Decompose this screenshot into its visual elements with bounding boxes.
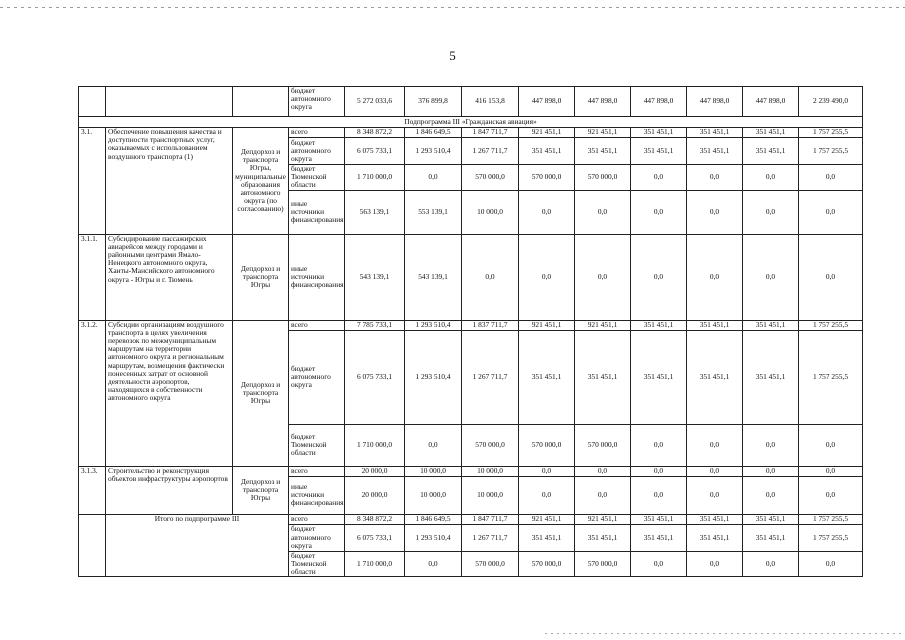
cell-value: 10 000,0 xyxy=(462,476,519,514)
cell-value: 0,0 xyxy=(687,165,743,191)
cell-value: 0,0 xyxy=(799,424,863,466)
item-number: 3.1.3. xyxy=(79,466,106,514)
cell-value: 0,0 xyxy=(743,551,799,577)
cell-source: бюджет Тюменской области xyxy=(289,424,345,466)
cell-value: 351 451,1 xyxy=(631,330,687,424)
cell-value: 351 451,1 xyxy=(519,138,575,165)
cell-value: 447 898,0 xyxy=(575,87,631,117)
cell-value: 376 899,8 xyxy=(405,87,462,117)
cell-value: 351 451,1 xyxy=(743,138,799,165)
cell-value: 1 757 255,5 xyxy=(799,524,863,551)
cell-value: 1 710 000,0 xyxy=(345,424,405,466)
cell-value: 351 451,1 xyxy=(575,138,631,165)
cell-value: 1 293 510,4 xyxy=(405,320,462,330)
cell-value: 0,0 xyxy=(519,476,575,514)
cell-source: иные источники финансирования xyxy=(289,190,345,234)
cell-value: 570 000,0 xyxy=(462,551,519,577)
cell-value: 0,0 xyxy=(519,466,575,476)
cell-value: 20 000,0 xyxy=(345,476,405,514)
cell-value: 0,0 xyxy=(743,466,799,476)
cell-value: 351 451,1 xyxy=(575,330,631,424)
cell-value: 0,0 xyxy=(575,234,631,320)
item-name: Субсидии организациям воздушного транспорта в целях увеличения перевозок по межмуниципальным маршрутам на территории автономного округа и региональным маршрутам, возмещения фактически понесенных затрат от основной деятельности аэропортов, находящихся в собственности автономного округа xyxy=(106,320,233,466)
cell-num xyxy=(79,87,106,117)
table-row xyxy=(79,128,863,138)
cell-value: 1 757 255,5 xyxy=(799,330,863,424)
cell-value: 1 293 510,4 xyxy=(405,138,462,165)
cell-value: 8 348 872,2 xyxy=(345,128,405,138)
cell-value: 351 451,1 xyxy=(631,320,687,330)
cell-value: 0,0 xyxy=(687,190,743,234)
cell-value: 351 451,1 xyxy=(631,138,687,165)
cell-value: 0,0 xyxy=(687,551,743,577)
cell-value: 351 451,1 xyxy=(687,524,743,551)
financing-table xyxy=(78,86,863,577)
cell-value: 1 847 711,7 xyxy=(462,514,519,524)
cell-value: 351 451,1 xyxy=(687,128,743,138)
cell-value: 570 000,0 xyxy=(575,424,631,466)
cell-value: 351 451,1 xyxy=(519,330,575,424)
cell-source: иные источники финансирования xyxy=(289,476,345,514)
cell-value: 351 451,1 xyxy=(743,128,799,138)
cell-value: 0,0 xyxy=(743,424,799,466)
cell-source: всего xyxy=(289,466,345,476)
cell-value: 570 000,0 xyxy=(462,424,519,466)
cell-value: 563 139,1 xyxy=(345,190,405,234)
table-row xyxy=(79,514,863,524)
cell-value: 1 293 510,4 xyxy=(405,524,462,551)
cell-value: 0,0 xyxy=(743,476,799,514)
cell-source: бюджет Тюменской области xyxy=(289,551,345,577)
page-number: 5 xyxy=(449,48,456,63)
cell-value: 570 000,0 xyxy=(462,165,519,191)
cell-value: 1 267 711,7 xyxy=(462,330,519,424)
item-executor: Депдорхоз и транспорта Югры xyxy=(233,320,289,466)
table-row xyxy=(79,234,863,320)
item-name: Строительство и реконструкция объектов инфраструктуры аэропортов xyxy=(106,466,233,514)
cell-value: 6 075 733,1 xyxy=(345,330,405,424)
cell-value: 351 451,1 xyxy=(575,524,631,551)
cell-value: 0,0 xyxy=(575,476,631,514)
cell-value: 0,0 xyxy=(405,424,462,466)
cell-value: 6 075 733,1 xyxy=(345,138,405,165)
cell-value: 351 451,1 xyxy=(631,514,687,524)
cell-value: 1 757 255,5 xyxy=(799,138,863,165)
cell-value: 570 000,0 xyxy=(519,165,575,191)
item-name: Субсидирование пассажирских авиарейсов между городами и районными центрами Ямало-Ненецкого автономного округа, Ханты-Мансийского автономного округа - Югры и г. Тюмень xyxy=(106,234,233,320)
cell-value: 0,0 xyxy=(631,476,687,514)
cell-value: 1 267 711,7 xyxy=(462,524,519,551)
cell-value: 0,0 xyxy=(687,234,743,320)
cell-num xyxy=(79,514,106,577)
scan-artifact-bottom xyxy=(545,633,905,634)
cell-value: 0,0 xyxy=(519,190,575,234)
cell-value: 1 846 649,5 xyxy=(405,514,462,524)
cell-value: 921 451,1 xyxy=(519,128,575,138)
cell-source: бюджет автономного округа xyxy=(289,524,345,551)
cell-source: иные источники финансирования xyxy=(289,234,345,320)
cell-value: 0,0 xyxy=(405,165,462,191)
cell-value: 570 000,0 xyxy=(575,551,631,577)
cell-value: 1 847 711,7 xyxy=(462,128,519,138)
cell-value: 1 293 510,4 xyxy=(405,330,462,424)
cell-value: 351 451,1 xyxy=(743,524,799,551)
item-executor: Депдорхоз и транспорта Югры xyxy=(233,234,289,320)
table-row xyxy=(79,320,863,330)
cell-value: 0,0 xyxy=(799,190,863,234)
cell-source: бюджет автономного округа xyxy=(289,138,345,165)
total-label: Итого по подпрограмме III xyxy=(106,514,289,577)
cell-value: 0,0 xyxy=(799,551,863,577)
cell-value: 921 451,1 xyxy=(575,514,631,524)
cell-name xyxy=(106,87,233,117)
cell-value: 447 898,0 xyxy=(687,87,743,117)
cell-source: всего xyxy=(289,514,345,524)
item-executor: Депдорхоз и транспорта Югры, муниципальные образования автономного округа (по согласованию) xyxy=(233,128,289,235)
cell-value: 921 451,1 xyxy=(575,128,631,138)
cell-value: 0,0 xyxy=(799,234,863,320)
cell-value: 570 000,0 xyxy=(575,165,631,191)
cell-value: 0,0 xyxy=(631,551,687,577)
cell-value: 543 139,1 xyxy=(345,234,405,320)
cell-value: 0,0 xyxy=(743,165,799,191)
cell-value: 0,0 xyxy=(631,234,687,320)
cell-value: 447 898,0 xyxy=(631,87,687,117)
cell-value: 0,0 xyxy=(799,476,863,514)
subprogram-title: Подпрограмма III «Гражданская авиация» xyxy=(79,117,863,128)
cell-source: бюджет автономного округа xyxy=(289,330,345,424)
cell-value: 0,0 xyxy=(462,234,519,320)
cell-value: 0,0 xyxy=(405,551,462,577)
cell-value: 351 451,1 xyxy=(743,320,799,330)
cell-source: всего xyxy=(289,320,345,330)
cell-value: 570 000,0 xyxy=(519,551,575,577)
cell-value: 921 451,1 xyxy=(519,320,575,330)
cell-value: 351 451,1 xyxy=(687,330,743,424)
item-name: Обеспечение повышения качества и доступности транспортных услуг, оказываемых с использованием воздушного транспорта (1) xyxy=(106,128,233,235)
cell-value: 1 267 711,7 xyxy=(462,138,519,165)
cell-value: 1 837 711,7 xyxy=(462,320,519,330)
cell-value: 0,0 xyxy=(631,190,687,234)
cell-value: 921 451,1 xyxy=(575,320,631,330)
item-number: 3.1.2. xyxy=(79,320,106,466)
cell-value: 351 451,1 xyxy=(743,330,799,424)
cell-value: 351 451,1 xyxy=(743,514,799,524)
cell-value: 351 451,1 xyxy=(687,514,743,524)
cell-value: 543 139,1 xyxy=(405,234,462,320)
cell-value: 351 451,1 xyxy=(687,320,743,330)
cell-value: 0,0 xyxy=(743,234,799,320)
cell-source: всего xyxy=(289,128,345,138)
cell-value: 921 451,1 xyxy=(519,514,575,524)
scan-artifact-top xyxy=(0,7,905,8)
item-executor: Депдорхоз и транспорта Югры xyxy=(233,466,289,514)
cell-value: 8 348 872,2 xyxy=(345,514,405,524)
cell-value: 351 451,1 xyxy=(631,524,687,551)
cell-executor xyxy=(233,87,289,117)
cell-value: 0,0 xyxy=(687,476,743,514)
cell-value: 553 139,1 xyxy=(405,190,462,234)
cell-value: 1 710 000,0 xyxy=(345,165,405,191)
cell-value: 2 239 490,0 xyxy=(799,87,863,117)
cell-value: 447 898,0 xyxy=(519,87,575,117)
cell-value: 351 451,1 xyxy=(631,128,687,138)
cell-source: бюджет автономного округа xyxy=(289,87,345,117)
table-row xyxy=(79,466,863,476)
cell-value: 0,0 xyxy=(743,190,799,234)
cell-value: 6 075 733,1 xyxy=(345,524,405,551)
cell-value: 1 757 255,5 xyxy=(799,514,863,524)
cell-value: 0,0 xyxy=(631,165,687,191)
subprogram-header-row xyxy=(79,117,863,128)
cell-value: 570 000,0 xyxy=(519,424,575,466)
cell-value: 10 000,0 xyxy=(405,466,462,476)
cell-value: 1 757 255,5 xyxy=(799,128,863,138)
table-row xyxy=(79,87,863,117)
cell-value: 10 000,0 xyxy=(462,466,519,476)
cell-value: 7 785 733,1 xyxy=(345,320,405,330)
cell-value: 351 451,1 xyxy=(519,524,575,551)
cell-value: 0,0 xyxy=(575,190,631,234)
cell-value: 0,0 xyxy=(687,466,743,476)
cell-value: 0,0 xyxy=(799,466,863,476)
cell-value: 351 451,1 xyxy=(687,138,743,165)
cell-value: 10 000,0 xyxy=(462,190,519,234)
cell-value: 1 757 255,5 xyxy=(799,320,863,330)
cell-value: 0,0 xyxy=(631,424,687,466)
cell-value: 0,0 xyxy=(575,466,631,476)
cell-value: 0,0 xyxy=(687,424,743,466)
cell-value: 1 846 649,5 xyxy=(405,128,462,138)
cell-value: 20 000,0 xyxy=(345,466,405,476)
cell-value: 447 898,0 xyxy=(743,87,799,117)
cell-value: 416 153,8 xyxy=(462,87,519,117)
cell-value: 1 710 000,0 xyxy=(345,551,405,577)
cell-value: 0,0 xyxy=(519,234,575,320)
cell-value: 5 272 033,6 xyxy=(345,87,405,117)
cell-value: 10 000,0 xyxy=(405,476,462,514)
item-number: 3.1. xyxy=(79,128,106,235)
cell-source: бюджет Тюменской области xyxy=(289,165,345,191)
cell-value: 0,0 xyxy=(631,466,687,476)
cell-value: 0,0 xyxy=(799,165,863,191)
item-number: 3.1.1. xyxy=(79,234,106,320)
